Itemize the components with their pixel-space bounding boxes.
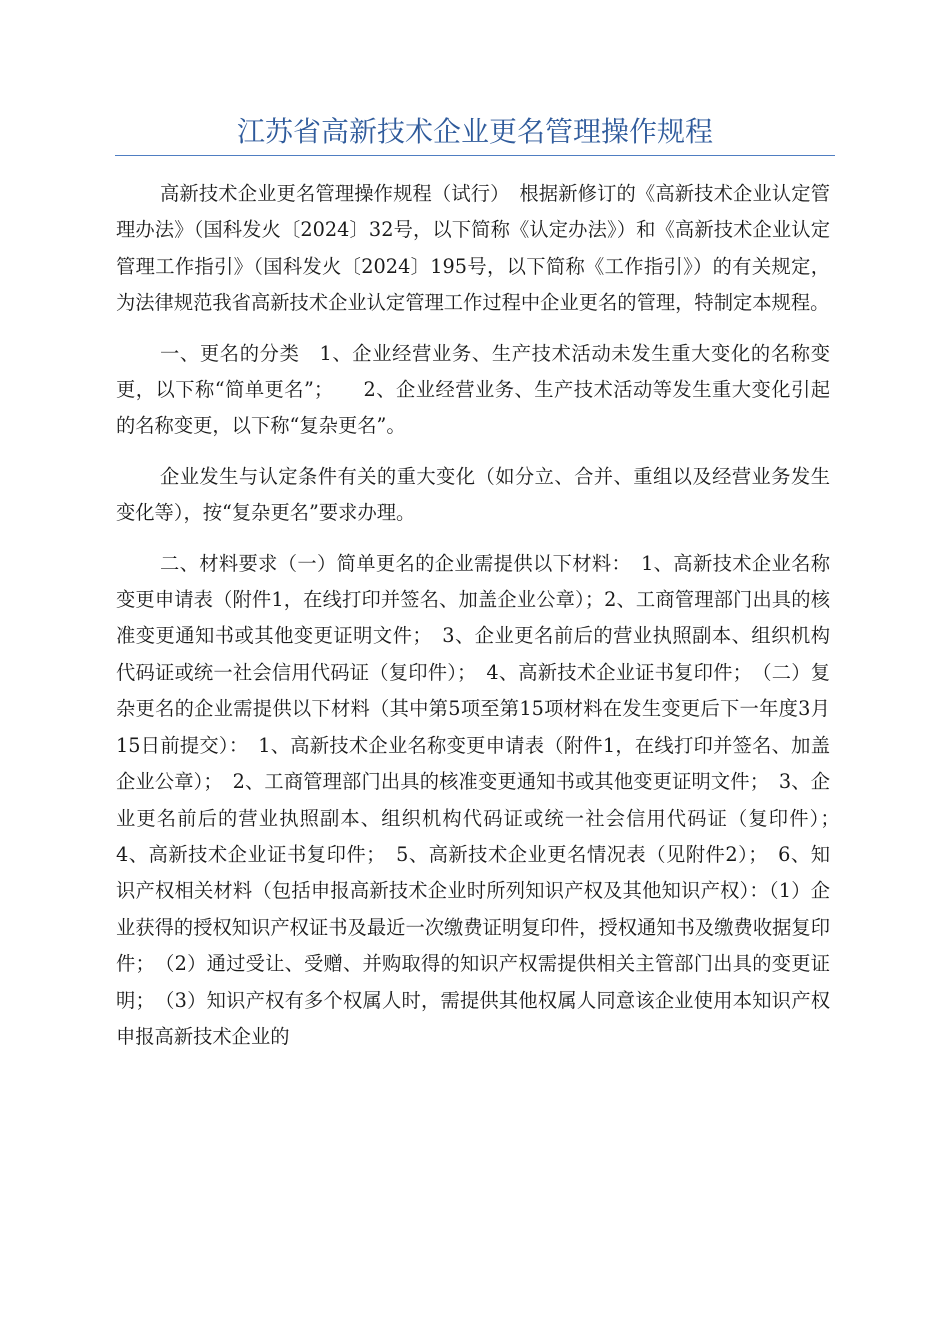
paragraph-rename-categories: 一、更名的分类 1、企业经营业务、生产技术活动未发生重大变化的名称变更，以下称“简单更名”； 2、企业经营业务、生产技术活动等发生重大变化引起的名称变更，以下称“复杂更名”。 (116, 341, 830, 438)
paragraph-major-change: 企业发生与认定条件有关的重大变化（如分立、合并、重组以及经营业务发生变化等），按“复杂更名”要求办理。 (116, 464, 830, 525)
paragraph-intro: 高新技术企业更名管理操作规程（试行） 根据新修订的《高新技术企业认定管理办法》（国科发火〔2024〕32号，以下简称《认定办法》）和《高新技术企业认定管理工作指引》（国科发火〔2024〕195号，以下简称《工作指引》）的有关规定，为法律规范我省高新技术企业认定管理工作过程中企业更名的管理，特制定本规程。 (116, 182, 830, 315)
title-underline (115, 155, 835, 156)
paragraph-material-requirements: 二、材料要求（一）简单更名的企业需提供以下材料： 1、高新技术企业名称变更申请表（附件1，在线打印并签名、加盖企业公章）；2、工商管理部门出具的核准变更通知书或其他变更证明文件； 3、企业更名前后的营业执照副本、组织机构代码证或统一社会信用代码证（复印件）； 4、高新技术企业证书复印件； （二）复杂更名的企业需提供以下材料（其中第5项至第15项材料在发生变更后下一年度3月15日前提交）： 1、高新技术企业名称变更申请表（附件1，在线打印并签名、加盖企业公章）； 2、工商管理部门出具的核准变更通知书或其他变更证明文件； 3、企业更名前后的营业执照副本、组织机构代码证或统一社会信用代码证（复印件）； 4、高新技术企业证书复印件； 5、高新技术企业更名情况表（见附件2）； 6、知识产权相关材料（包括申报高新技术企业时所列知识产权及其他知识产权）：（1）企业获得的授权知识产权证书及最近一次缴费证明复印件，授权通知书及缴费收据复印件； （2）通过受让、受赠、并购取得的知识产权需提供相关主管部门出具的变更证明； （3）知识产权有多个权属人时，需提供其他权属人同意该企业使用本知识产权申报高新技术企业的 (116, 551, 850, 1048)
document-title: 江苏省高新技术企业更名管理操作规程 (236, 115, 713, 148)
document-body (116, 176, 850, 1055)
